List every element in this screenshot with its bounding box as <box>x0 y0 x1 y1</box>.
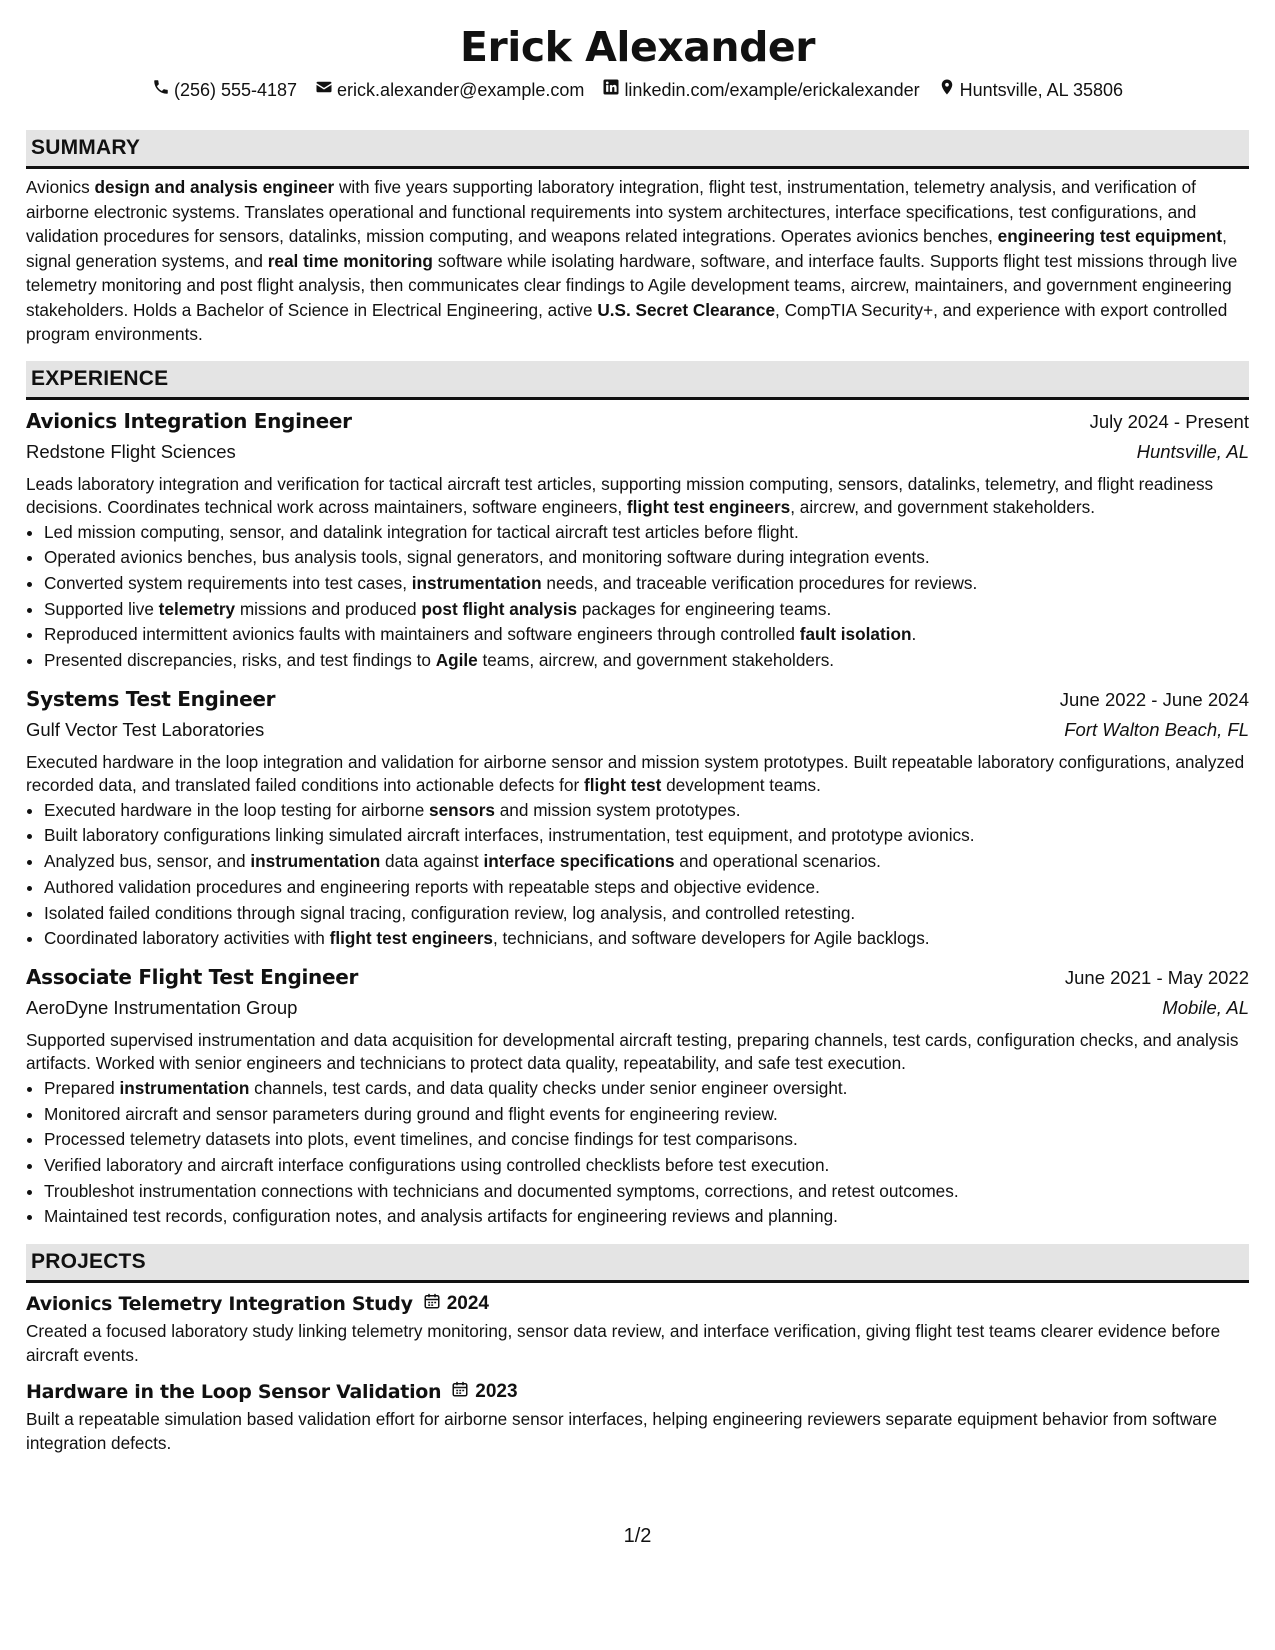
section-header-summary: SUMMARY <box>26 130 1249 169</box>
job-company: Redstone Flight Sciences <box>26 440 236 462</box>
project-entry <box>26 1377 1249 1455</box>
job-title: Associate Flight Test Engineer <box>26 964 359 989</box>
section-header-projects: PROJECTS <box>26 1244 1249 1283</box>
project-year-badge <box>451 1380 517 1404</box>
bold-keyword: flight test engineers <box>329 928 493 949</box>
summary-paragraph: Avionics design and analysis engineer with five years supporting laboratory integration, flight test, instrumentation, telemetry analysis, and verification of airborne electronic systems. Translates operational and functional requirements into system architectures, interface specifications, test configurations, and validation procedures for sensors, datalinks, mission computing, and weapons related integrations. Operates avionics benches, engineering test equipment, signal generation systems, and real time monitoring software while isolating hardware, software, and interface faults. Supports flight test missions through live telemetry monitoring and post flight analysis, then communicates clear findings to Agile development teams, aircrew, maintainers, and government engineering stakeholders. Holds a Bachelor of Science in Electrical Engineering, active U.S. Secret Clearance, CompTIA Security+, and experience with export controlled program environments. <box>26 177 1238 344</box>
bold-keyword: instrumentation <box>411 572 542 593</box>
bold-keyword: interface specifications <box>483 851 675 872</box>
job-bullets <box>26 798 1249 952</box>
job-bullet: • Converted system requirements into test cases, instrumentation needs, and traceable verification procedures for reviews. <box>44 571 1249 597</box>
location-text: Huntsville, AL 35806 <box>959 80 1124 100</box>
resume-page <box>26 22 1249 1455</box>
bold-keyword: flight test engineers <box>626 497 791 517</box>
bold-keyword: real time monitoring <box>267 250 433 271</box>
bold-keyword: instrumentation <box>119 1077 250 1098</box>
bold-keyword: post flight analysis <box>421 598 578 619</box>
bold-keyword: telemetry <box>158 598 236 619</box>
job-location: Mobile, AL <box>1162 996 1249 1018</box>
calendar-icon <box>451 1380 469 1404</box>
contact-phone <box>152 78 297 102</box>
job-description: Leads laboratory integration and verification for tactical aircraft test articles, supporting mission computing, sensors, datalinks, telemetry, and flight readiness decisions. Coordinates technical work across maintainers, software engineers, flight test engineers, aircrew, and government stakeholders. <box>26 473 1214 517</box>
contact-linkedin[interactable] <box>602 78 919 102</box>
job-location: Fort Walton Beach, FL <box>1064 718 1249 740</box>
contact-bar <box>26 78 1249 102</box>
job-bullet: • Monitored aircraft and sensor parameters during ground and flight events for engineering review. <box>44 1102 1249 1128</box>
job-description: Supported supervised instrumentation and data acquisition for developmental aircraft testing, preparing channels, test cards, configuration checks, and analysis artifacts. Worked with senior engineers and technicians to protect data quality, repeatability, and safe test execution. <box>26 1029 1239 1074</box>
job-bullet: • Prepared instrumentation channels, test cards, and data quality checks under senior engineer oversight. <box>44 1076 1249 1102</box>
phone-icon <box>152 78 170 102</box>
section-header-experience: EXPERIENCE <box>26 361 1249 400</box>
envelope-icon <box>315 78 333 102</box>
job-bullet: • Authored validation procedures and engineering reports with repeatable steps and objective evidence. <box>44 875 1249 901</box>
calendar-icon <box>423 1292 441 1316</box>
project-title-row <box>26 1377 1249 1407</box>
job-dates: June 2022 - June 2024 <box>1059 688 1249 710</box>
job-entry <box>26 406 1249 674</box>
contact-email[interactable] <box>315 78 584 102</box>
contact-location <box>938 78 1123 102</box>
job-location: Huntsville, AL <box>1136 440 1249 462</box>
bold-keyword: Agile <box>435 650 478 671</box>
project-year: 2023 <box>475 1381 518 1403</box>
job-title: Systems Test Engineer <box>26 686 276 711</box>
map-pin-icon <box>938 78 956 102</box>
job-bullet: • Processed telemetry datasets into plots, event timelines, and concise findings for test comparisons. <box>44 1127 1249 1153</box>
job-title: Avionics Integration Engineer <box>26 408 352 433</box>
project-year-badge <box>423 1292 489 1316</box>
job-title-row <box>26 684 1249 715</box>
bold-keyword: U.S. Secret Clearance <box>597 299 776 320</box>
job-bullet: • Operated avionics benches, bus analysis tools, signal generators, and monitoring software during integration events. <box>44 545 1249 571</box>
project-title: Hardware in the Loop Sensor Validation <box>26 1381 442 1404</box>
linkedin-link[interactable]: linkedin.com/example/erickalexander <box>624 80 920 100</box>
bold-keyword: sensors <box>429 799 495 820</box>
project-title-row <box>26 1289 1249 1319</box>
job-bullet: • Built laboratory configurations linking simulated aircraft interfaces, instrumentation, test equipment, and prototype avionics. <box>44 823 1249 849</box>
job-bullet: • Analyzed bus, sensor, and instrumentation data against interface specifications and operational scenarios. <box>44 849 1249 875</box>
job-bullet: • Led mission computing, sensor, and datalink integration for tactical aircraft test articles before flight. <box>44 520 1249 546</box>
job-bullets <box>26 520 1249 674</box>
phone-text: (256) 555-4187 <box>173 80 298 100</box>
job-dates: June 2021 - May 2022 <box>1064 966 1249 988</box>
job-bullets <box>26 1076 1249 1230</box>
job-bullet: • Verified laboratory and aircraft interface configurations using controlled checklists before test execution. <box>44 1153 1249 1179</box>
job-company-row <box>26 715 1249 745</box>
job-bullet: • Isolated failed conditions through signal tracing, configuration review, log analysis, and controlled retesting. <box>44 901 1249 927</box>
job-company-row <box>26 437 1249 467</box>
job-company-row <box>26 993 1249 1023</box>
page-number: 1/2 <box>623 1525 652 1547</box>
job-bullet: • Reproduced intermittent avionics faults with maintainers and software engineers through controlled fault isolation. <box>44 622 1249 648</box>
project-description: Built a repeatable simulation based validation effort for airborne sensor interfaces, helping engineering reviewers separate equipment behavior from software integration defects. <box>26 1409 1218 1454</box>
job-bullet: • Coordinated laboratory activities with flight test engineers, technicians, and software developers for Agile backlogs. <box>44 926 1249 952</box>
email-link[interactable]: erick.alexander@example.com <box>337 80 585 100</box>
job-entry <box>26 684 1249 952</box>
bold-keyword: engineering test equipment <box>997 226 1223 246</box>
job-bullet: • Maintained test records, configuration notes, and analysis artifacts for engineering reviews and planning. <box>44 1204 1249 1230</box>
candidate-name: Erick Alexander <box>460 23 815 71</box>
job-title-row <box>26 962 1249 993</box>
job-bullet: • Supported live telemetry missions and produced post flight analysis packages for engineering teams. <box>44 597 1249 623</box>
job-company: Gulf Vector Test Laboratories <box>26 718 265 740</box>
project-entry <box>26 1289 1249 1367</box>
bold-keyword: flight test <box>584 775 662 796</box>
job-dates: July 2024 - Present <box>1089 410 1249 432</box>
projects-list <box>26 1289 1249 1455</box>
job-entry <box>26 962 1249 1230</box>
experience-list <box>26 406 1249 1231</box>
bold-keyword: design and analysis engineer <box>94 177 335 197</box>
job-company: AeroDyne Instrumentation Group <box>26 996 298 1018</box>
bold-keyword: instrumentation <box>250 851 381 872</box>
linkedin-icon <box>602 78 620 102</box>
job-bullet: • Executed hardware in the loop testing for airborne sensors and mission system prototypes. <box>44 798 1249 824</box>
job-bullet: • Troubleshot instrumentation connections with technicians and documented symptoms, corrections, and retest outcomes. <box>44 1179 1249 1205</box>
job-bullet: • Presented discrepancies, risks, and test findings to Agile teams, aircrew, and government stakeholders. <box>44 648 1249 674</box>
project-year: 2024 <box>446 1293 489 1315</box>
job-title-row <box>26 406 1249 437</box>
job-description: Executed hardware in the loop integration and validation for airborne sensor and mission system prototypes. Built repeatable laboratory configurations, analyzed recorded data, and translated failed conditions into actionable defects for flight test development teams. <box>26 751 1245 796</box>
project-description: Created a focused laboratory study linking telemetry monitoring, sensor data review, and interface verification, giving flight test teams clearer evidence before aircraft events. <box>26 1321 1221 1366</box>
project-title: Avionics Telemetry Integration Study <box>26 1293 413 1316</box>
bold-keyword: fault isolation <box>799 624 912 645</box>
